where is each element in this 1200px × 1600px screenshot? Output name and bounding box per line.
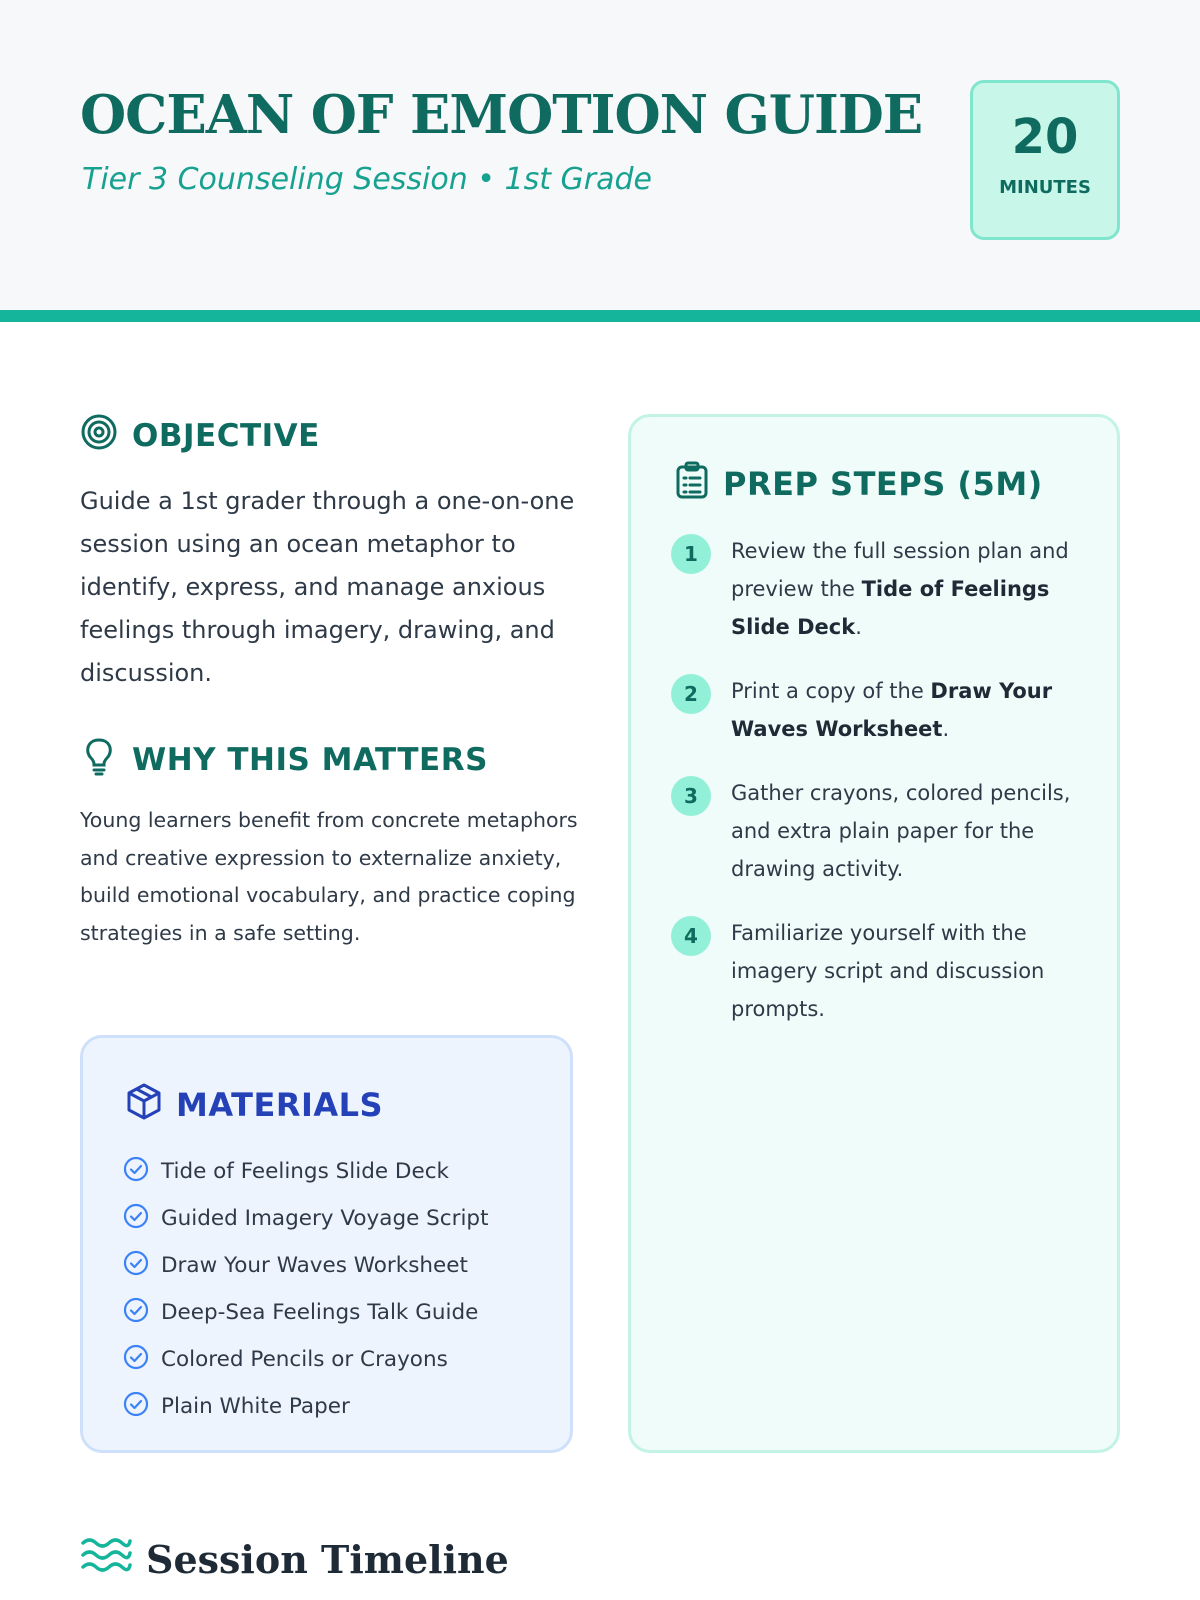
check-circle-icon xyxy=(123,1203,149,1235)
check-circle-icon xyxy=(123,1297,149,1329)
material-label: Draw Your Waves Worksheet xyxy=(161,1253,468,1278)
why-heading-label: WHY THIS MATTERS xyxy=(132,742,488,778)
step-text: Familiarize yourself with the imagery script and discussion prompts. xyxy=(731,921,1045,1021)
check-circle-icon xyxy=(123,1156,149,1188)
objective-heading xyxy=(80,413,320,459)
list-item xyxy=(123,1289,489,1336)
list-item xyxy=(671,672,1091,748)
duration-unit: MINUTES xyxy=(999,177,1091,198)
target-icon xyxy=(80,413,118,459)
page-subtitle: Tier 3 Counseling Session • 1st Grade xyxy=(82,162,652,197)
materials-card xyxy=(80,1035,573,1453)
objective-heading-label: OBJECTIVE xyxy=(132,418,320,454)
timeline-heading-label: Session Timeline xyxy=(146,1537,509,1582)
prep-steps-card xyxy=(628,414,1120,1453)
material-label: Guided Imagery Voyage Script xyxy=(161,1206,489,1231)
list-item xyxy=(671,774,1091,888)
check-circle-icon xyxy=(123,1344,149,1376)
list-item xyxy=(123,1148,489,1195)
why-text: Young learners benefit from concrete metaphors and creative expression to externalize anxiety, build emotional vocabulary, and practice coping strategies in a safe setting. xyxy=(80,808,578,945)
list-item xyxy=(671,532,1091,646)
duration-badge xyxy=(970,80,1120,240)
page-title: OCEAN OF EMOTION GUIDE xyxy=(80,84,923,146)
list-item xyxy=(123,1195,489,1242)
materials-list xyxy=(123,1148,489,1430)
list-item xyxy=(123,1383,489,1430)
list-item xyxy=(671,914,1091,1028)
list-item xyxy=(123,1242,489,1289)
objective-text: Guide a 1st grader through a one-on-one session using an ocean metaphor to identify, express, and manage anxious feelings through imagery, drawing, and discussion. xyxy=(80,487,575,687)
lightbulb-icon xyxy=(80,736,118,784)
step-text: Print a copy of the Draw Your Waves Worksheet. xyxy=(731,679,1053,741)
material-label: Tide of Feelings Slide Deck xyxy=(161,1159,449,1184)
material-label: Deep-Sea Feelings Talk Guide xyxy=(161,1300,479,1325)
material-label: Plain White Paper xyxy=(161,1394,350,1419)
materials-heading-label: MATERIALS xyxy=(176,1086,384,1124)
step-number-badge: 1 xyxy=(671,534,711,574)
step-number-badge: 4 xyxy=(671,916,711,956)
prep-heading xyxy=(675,461,1043,507)
clipboard-icon xyxy=(675,461,709,507)
check-circle-icon xyxy=(123,1391,149,1423)
step-text: Review the full session plan and preview the Tide of Feelings Slide Deck. xyxy=(731,539,1069,639)
page-header xyxy=(0,0,1200,322)
materials-heading xyxy=(126,1082,383,1128)
why-heading xyxy=(80,736,488,784)
package-icon xyxy=(126,1082,162,1128)
step-number-badge: 2 xyxy=(671,674,711,714)
step-text: Gather crayons, colored pencils, and extra plain paper for the drawing activity. xyxy=(731,781,1071,881)
prep-steps-list xyxy=(671,532,1091,1054)
check-circle-icon xyxy=(123,1250,149,1282)
prep-heading-label: PREP STEPS (5M) xyxy=(723,465,1043,503)
step-number-badge: 3 xyxy=(671,776,711,816)
list-item xyxy=(123,1336,489,1383)
waves-icon xyxy=(80,1535,132,1584)
material-label: Colored Pencils or Crayons xyxy=(161,1347,448,1372)
duration-value: 20 xyxy=(1011,109,1079,165)
timeline-heading xyxy=(80,1535,509,1584)
